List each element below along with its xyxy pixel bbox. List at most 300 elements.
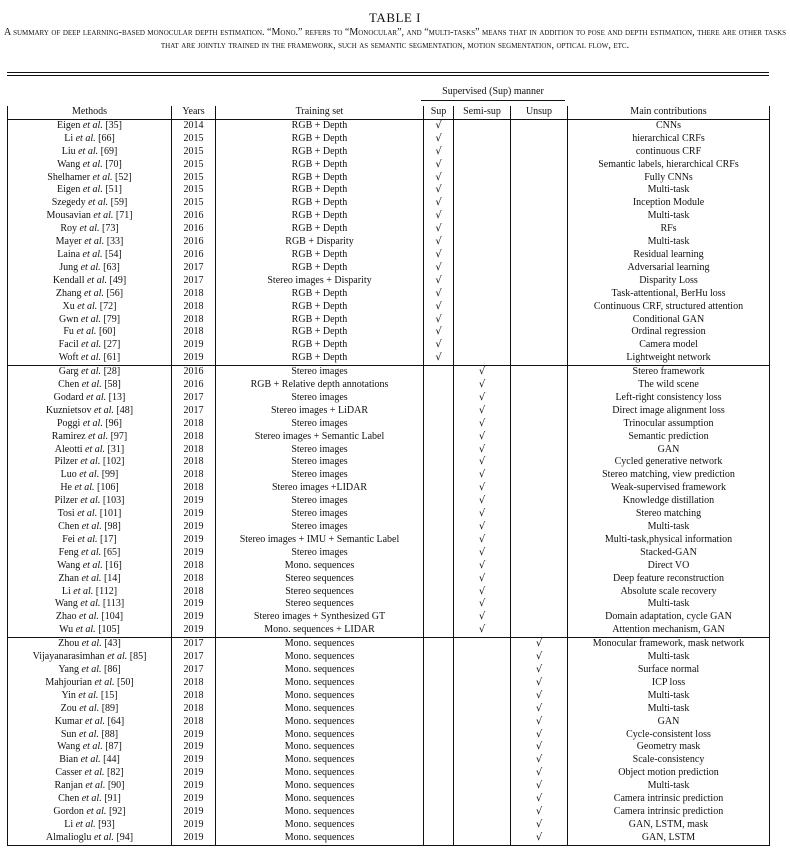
- cell-year: 2018: [172, 418, 216, 431]
- author-name: Chen: [58, 379, 80, 391]
- cell-training-set: Mono. sequences: [216, 560, 424, 573]
- et-al: et al.: [79, 469, 100, 481]
- et-al: et al.: [77, 533, 98, 545]
- cell-sup: [424, 159, 454, 172]
- cell-year: 2016: [172, 236, 216, 249]
- citation-ref: [82]: [107, 767, 124, 779]
- table-row: [8, 482, 770, 495]
- check-mark-icon: √: [435, 326, 442, 338]
- cell-contribution: Lightweight network: [568, 352, 770, 365]
- citation-ref: [31]: [107, 443, 125, 455]
- cell-sup: [424, 339, 454, 352]
- cell-training-set: RGB + Depth: [216, 326, 424, 339]
- cell-semi: [454, 729, 511, 742]
- check-mark-icon: √: [478, 366, 486, 378]
- cell-semi: [454, 366, 511, 379]
- cell-contribution: continuous CRF: [568, 146, 770, 159]
- cell-semi: [454, 611, 511, 624]
- citation-ref: [102]: [102, 456, 125, 468]
- citation-ref: [35]: [105, 119, 122, 131]
- cell-unsup: [511, 469, 568, 482]
- cell-contribution: Stereo framework: [568, 366, 770, 379]
- check-mark-icon: √: [478, 559, 486, 571]
- cell-training-set: Mono. sequences: [216, 793, 424, 806]
- cell-method: [8, 288, 172, 301]
- cell-method: [8, 456, 172, 469]
- citation-ref: [48]: [116, 404, 134, 416]
- cell-method: [8, 418, 172, 431]
- table-row: [8, 352, 770, 365]
- cell-method: [8, 236, 172, 249]
- table-row: [8, 159, 770, 172]
- cell-unsup: [511, 431, 568, 444]
- cell-training-set: Stereo images: [216, 392, 424, 405]
- cell-year: 2019: [172, 508, 216, 521]
- check-mark-icon: √: [435, 171, 442, 183]
- check-mark-icon: √: [535, 805, 543, 817]
- check-mark-icon: √: [435, 197, 442, 209]
- cell-contribution: ICP loss: [568, 677, 770, 690]
- cell-semi: [454, 184, 511, 197]
- table-row: [8, 819, 770, 832]
- cell-method: [8, 741, 172, 754]
- cell-contribution: Scale-consistency: [568, 754, 770, 767]
- cell-semi: [454, 534, 511, 547]
- cell-semi: [454, 392, 511, 405]
- table-row: [8, 210, 770, 223]
- cell-method: [8, 172, 172, 185]
- cell-sup: [424, 444, 454, 457]
- cell-contribution: RFs: [568, 223, 770, 236]
- et-al: et al.: [82, 741, 103, 753]
- cell-semi: [454, 547, 511, 560]
- cell-contribution: Multi-task: [568, 651, 770, 664]
- cell-unsup: [511, 780, 568, 793]
- author-name: Casser: [55, 767, 82, 779]
- cell-contribution: Left-right consistency loss: [568, 392, 770, 405]
- table-row: [8, 598, 770, 611]
- author-name: Ramirez: [51, 430, 86, 442]
- cell-semi: [454, 133, 511, 146]
- citation-ref: [71]: [115, 210, 133, 222]
- cell-semi: [454, 482, 511, 495]
- table-row: [8, 586, 770, 599]
- cell-training-set: RGB + Depth: [216, 249, 424, 262]
- cell-semi: [454, 444, 511, 457]
- check-mark-icon: √: [535, 638, 543, 650]
- cell-sup: [424, 469, 454, 482]
- cell-contribution: Camera intrinsic prediction: [568, 806, 770, 819]
- et-al: et al.: [81, 638, 102, 650]
- table-row: [8, 366, 770, 379]
- citation-ref: [61]: [103, 352, 121, 364]
- et-al: et al.: [78, 728, 99, 740]
- author-name: Fei: [62, 533, 76, 545]
- check-mark-icon: √: [535, 793, 543, 805]
- author-name: Laina: [57, 248, 81, 260]
- author-name: Zhan: [58, 572, 79, 584]
- table-row: [8, 184, 770, 197]
- citation-ref: [13]: [108, 391, 126, 403]
- check-mark-icon: √: [535, 689, 543, 701]
- cell-semi: [454, 326, 511, 339]
- table-row: [8, 832, 770, 845]
- cell-unsup: [511, 495, 568, 508]
- citation-ref: [112]: [95, 585, 118, 597]
- cell-training-set: Stereo images + Semantic Label: [216, 431, 424, 444]
- cell-contribution: Multi-task: [568, 690, 770, 703]
- cell-sup: [424, 521, 454, 534]
- cell-contribution: The wild scene: [568, 379, 770, 392]
- table-row: [8, 444, 770, 457]
- author-name: Wang: [57, 158, 81, 170]
- et-al: et al.: [79, 223, 100, 235]
- cell-method: [8, 534, 172, 547]
- cell-semi: [454, 806, 511, 819]
- cell-sup: [424, 392, 454, 405]
- table-row: [8, 741, 770, 754]
- et-al: et al.: [81, 352, 102, 364]
- cell-year: 2015: [172, 184, 216, 197]
- author-name: Luo: [60, 469, 77, 481]
- cell-training-set: Stereo images + IMU + Semantic Label: [216, 534, 424, 547]
- citation-ref: [105]: [98, 624, 120, 636]
- cell-year: 2019: [172, 780, 216, 793]
- cell-year: 2019: [172, 806, 216, 819]
- author-name: Woft: [58, 352, 79, 364]
- check-mark-icon: √: [435, 132, 442, 144]
- et-al: et al.: [82, 119, 103, 131]
- author-name: Xu: [62, 300, 75, 312]
- et-al: et al.: [86, 391, 107, 403]
- citation-ref: [33]: [106, 236, 124, 248]
- et-al: et al.: [81, 572, 102, 584]
- cell-semi: [454, 703, 511, 716]
- cell-semi: [454, 716, 511, 729]
- cell-contribution: Multi-task: [568, 236, 770, 249]
- author-name: Gordon: [53, 805, 84, 817]
- author-name: Chen: [58, 793, 80, 805]
- cell-method: [8, 223, 172, 236]
- table-row: [8, 806, 770, 819]
- cell-unsup: [511, 521, 568, 534]
- citation-ref: [50]: [116, 676, 134, 688]
- citation-ref: [94]: [116, 831, 134, 843]
- citation-ref: [66]: [98, 132, 115, 144]
- table-caption: A summary of deep learning-based monocular depth estimation. “Mono.” refers to “Monocular”, and “multi-tasks” means that in addition to pose and depth estimation, there are other tasks that are jointly trained in the framework, such as semantic segmentation, motion segmentation, optical flow, etc.: [3, 27, 787, 51]
- cell-method: [8, 806, 172, 819]
- cell-sup: [424, 508, 454, 521]
- cell-training-set: Stereo images + Synthesized GT: [216, 611, 424, 624]
- check-mark-icon: √: [478, 443, 486, 455]
- cell-method: [8, 301, 172, 314]
- check-mark-icon: √: [435, 158, 442, 170]
- check-mark-icon: √: [478, 598, 486, 610]
- table-row: [8, 703, 770, 716]
- cell-contribution: Domain adaptation, cycle GAN: [568, 611, 770, 624]
- check-mark-icon: √: [535, 818, 543, 830]
- check-mark-icon: √: [478, 469, 486, 481]
- cell-year: 2019: [172, 793, 216, 806]
- citation-ref: [85]: [129, 651, 147, 663]
- cell-contribution: Stereo matching: [568, 508, 770, 521]
- cell-sup: [424, 703, 454, 716]
- cell-year: 2018: [172, 431, 216, 444]
- cell-sup: [424, 690, 454, 703]
- cell-year: 2019: [172, 741, 216, 754]
- cell-year: 2016: [172, 223, 216, 236]
- cell-training-set: RGB + Depth: [216, 119, 424, 132]
- table-row: [8, 573, 770, 586]
- et-al: et al.: [82, 158, 103, 170]
- check-mark-icon: √: [435, 223, 442, 235]
- cell-contribution: Direct VO: [568, 560, 770, 573]
- top-rule-thin: [7, 72, 769, 73]
- cell-year: 2019: [172, 534, 216, 547]
- citation-ref: [93]: [98, 818, 115, 830]
- cell-unsup: [511, 677, 568, 690]
- cell-training-set: Stereo images: [216, 547, 424, 560]
- table-row: [8, 431, 770, 444]
- citation-ref: [113]: [102, 598, 125, 610]
- cell-semi: [454, 560, 511, 573]
- citation-ref: [79]: [103, 313, 121, 325]
- cell-sup: [424, 379, 454, 392]
- check-mark-icon: √: [478, 430, 486, 442]
- table-row: [8, 249, 770, 262]
- author-name: Fu: [63, 326, 74, 338]
- citation-ref: [65]: [103, 546, 121, 558]
- table-row: [8, 301, 770, 314]
- cell-year: 2018: [172, 301, 216, 314]
- cell-method: [8, 664, 172, 677]
- cell-sup: [424, 275, 454, 288]
- table-row: [8, 405, 770, 418]
- citation-ref: [73]: [102, 223, 119, 235]
- cell-sup: [424, 832, 454, 845]
- cell-contribution: GAN, LSTM, mask: [568, 819, 770, 832]
- cell-year: 2018: [172, 288, 216, 301]
- citation-ref: [52]: [115, 171, 132, 183]
- cell-unsup: [511, 392, 568, 405]
- author-name: He: [60, 482, 72, 494]
- cell-sup: [424, 431, 454, 444]
- cell-sup: [424, 210, 454, 223]
- cell-method: [8, 560, 172, 573]
- cell-semi: [454, 119, 511, 132]
- cell-contribution: Stereo matching, view prediction: [568, 469, 770, 482]
- cell-method: [8, 119, 172, 132]
- citation-ref: [86]: [104, 663, 121, 675]
- group-header-underline: [421, 100, 565, 101]
- table-row: [8, 314, 770, 327]
- cell-sup: [424, 326, 454, 339]
- check-mark-icon: √: [535, 663, 543, 675]
- cell-training-set: RGB + Disparity: [216, 236, 424, 249]
- cell-sup: [424, 573, 454, 586]
- citation-ref: [58]: [104, 379, 121, 391]
- cell-year: 2019: [172, 598, 216, 611]
- cell-method: [8, 405, 172, 418]
- cell-training-set: RGB + Depth: [216, 159, 424, 172]
- cell-training-set: RGB + Depth: [216, 262, 424, 275]
- et-al: et al.: [78, 689, 99, 701]
- author-name: Feng: [58, 546, 79, 558]
- cell-training-set: RGB + Depth: [216, 184, 424, 197]
- cell-year: 2019: [172, 624, 216, 637]
- author-name: Shelhamer: [47, 171, 91, 183]
- et-al: et al.: [73, 585, 94, 597]
- cell-contribution: Absolute scale recovery: [568, 586, 770, 599]
- cell-semi: [454, 690, 511, 703]
- cell-unsup: [511, 741, 568, 754]
- cell-semi: [454, 275, 511, 288]
- cell-sup: [424, 482, 454, 495]
- cell-unsup: [511, 262, 568, 275]
- citation-ref: [96]: [105, 417, 122, 429]
- cell-year: 2016: [172, 249, 216, 262]
- cell-training-set: Stereo images: [216, 495, 424, 508]
- cell-contribution: Multi-task,physical information: [568, 534, 770, 547]
- cell-method: [8, 495, 172, 508]
- cell-contribution: Object motion prediction: [568, 767, 770, 780]
- cell-method: [8, 392, 172, 405]
- citation-ref: [49]: [109, 274, 127, 286]
- table-row: [8, 754, 770, 767]
- et-al: et al.: [84, 236, 105, 248]
- table-row: [8, 288, 770, 301]
- et-al: et al.: [93, 404, 114, 416]
- cell-semi: [454, 664, 511, 677]
- citation-ref: [59]: [110, 197, 128, 209]
- author-name: Zou: [60, 702, 77, 714]
- citation-ref: [60]: [98, 326, 116, 338]
- author-name: Eigen: [57, 119, 81, 131]
- cell-contribution: Trinocular assumption: [568, 418, 770, 431]
- cell-sup: [424, 184, 454, 197]
- et-al: et al.: [79, 702, 100, 714]
- cell-semi: [454, 456, 511, 469]
- cell-semi: [454, 832, 511, 845]
- table-row: [8, 560, 770, 573]
- cell-method: [8, 521, 172, 534]
- cell-sup: [424, 405, 454, 418]
- cell-year: 2017: [172, 664, 216, 677]
- cell-year: 2019: [172, 611, 216, 624]
- cell-contribution: Attention mechanism, GAN: [568, 624, 770, 637]
- cell-training-set: RGB + Depth: [216, 352, 424, 365]
- table-row: [8, 638, 770, 651]
- cell-year: 2019: [172, 547, 216, 560]
- top-rule-thin-2: [7, 75, 769, 76]
- cell-semi: [454, 146, 511, 159]
- cell-unsup: [511, 288, 568, 301]
- et-al: et al.: [86, 274, 107, 286]
- cell-method: [8, 780, 172, 793]
- cell-training-set: Stereo images + LiDAR: [216, 405, 424, 418]
- et-al: et al.: [81, 379, 102, 391]
- cell-semi: [454, 236, 511, 249]
- check-mark-icon: √: [435, 236, 442, 248]
- cell-contribution: Multi-task: [568, 598, 770, 611]
- table-row: [8, 495, 770, 508]
- table-row: [8, 664, 770, 677]
- citation-ref: [99]: [101, 469, 119, 481]
- table-row: [8, 275, 770, 288]
- cell-semi: [454, 586, 511, 599]
- cell-method: [8, 431, 172, 444]
- table-row: [8, 767, 770, 780]
- cell-sup: [424, 119, 454, 132]
- check-mark-icon: √: [435, 300, 442, 312]
- author-name: Tosi: [57, 508, 75, 520]
- cell-unsup: [511, 210, 568, 223]
- check-mark-icon: √: [435, 210, 442, 222]
- cell-year: 2017: [172, 405, 216, 418]
- table-row: [8, 326, 770, 339]
- table-row: [8, 146, 770, 159]
- cell-contribution: Multi-task: [568, 184, 770, 197]
- cell-year: 2019: [172, 832, 216, 845]
- cell-unsup: [511, 379, 568, 392]
- cell-unsup: [511, 236, 568, 249]
- check-mark-icon: √: [535, 741, 543, 753]
- citation-ref: [16]: [105, 559, 122, 571]
- citation-ref: [97]: [110, 430, 128, 442]
- cell-sup: [424, 352, 454, 365]
- cell-training-set: Mono. sequences: [216, 638, 424, 651]
- cell-contribution: Cycle-consistent loss: [568, 729, 770, 742]
- cell-year: 2019: [172, 767, 216, 780]
- cell-method: [8, 146, 172, 159]
- cell-semi: [454, 210, 511, 223]
- cell-contribution: Camera model: [568, 339, 770, 352]
- cell-training-set: Mono. sequences: [216, 806, 424, 819]
- author-name: Szegedy: [51, 197, 86, 209]
- cell-semi: [454, 418, 511, 431]
- cell-training-set: Mono. sequences: [216, 690, 424, 703]
- cell-contribution: GAN: [568, 444, 770, 457]
- cell-year: 2018: [172, 703, 216, 716]
- table-row: [8, 339, 770, 352]
- et-al: et al.: [82, 417, 103, 429]
- citation-ref: [14]: [103, 572, 121, 584]
- cell-semi: [454, 379, 511, 392]
- citation-ref: [63]: [103, 261, 120, 273]
- cell-training-set: Mono. sequences: [216, 729, 424, 742]
- et-al: et al.: [80, 261, 101, 273]
- citation-ref: [103]: [102, 495, 125, 507]
- cell-sup: [424, 146, 454, 159]
- cell-contribution: Ordinal regression: [568, 326, 770, 339]
- cell-sup: [424, 534, 454, 547]
- cell-unsup: [511, 598, 568, 611]
- cell-contribution: Adversarial learning: [568, 262, 770, 275]
- cell-training-set: RGB + Depth: [216, 197, 424, 210]
- author-name: Jung: [59, 261, 79, 273]
- table-row: [8, 547, 770, 560]
- check-mark-icon: √: [478, 379, 486, 391]
- et-al: et al.: [78, 145, 99, 157]
- citation-ref: [89]: [101, 702, 119, 714]
- cell-training-set: RGB + Relative depth annotations: [216, 379, 424, 392]
- et-al: et al.: [80, 598, 101, 610]
- cell-year: 2015: [172, 159, 216, 172]
- cell-method: [8, 314, 172, 327]
- check-mark-icon: √: [435, 274, 442, 286]
- cell-semi: [454, 172, 511, 185]
- citation-ref: [92]: [108, 805, 126, 817]
